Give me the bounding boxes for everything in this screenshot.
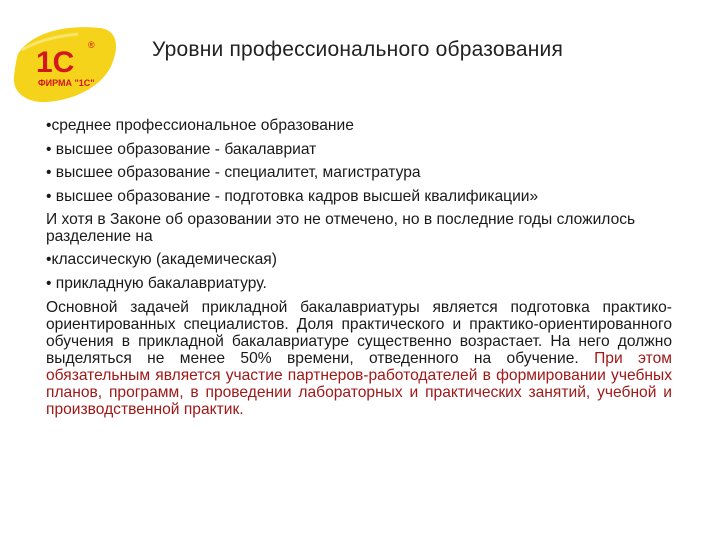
list-item: • высшее образование - бакалавриат [46,140,317,158]
note-text: И хотя в Законе об оразовании это не отмечено, но в последние годы сложилось разделение на [46,211,636,245]
slide-title: Уровни профессионального образования [152,38,564,61]
main-paragraph [46,299,672,418]
logo-mark: 1С [36,46,75,79]
paragraph-text: Основной задачей прикладной бакалавриатуры является подготовка практико-ориентированных специалистов. Доля практического и практико-ориентированного обучения в прикладной бакалавриатуре существенно возрастает. На него должно выделяться не менее 50% времени, отведенного на обучение. [46,299,672,367]
logo-registered: ® [88,40,95,50]
company-logo [8,14,126,114]
list-item: • прикладную бакалавриатуру. [46,274,267,292]
logo-caption: ФИРМА "1С" [38,78,95,88]
list-item: • высшее образование - специалитет, магистратура [46,164,421,181]
slide-body [46,114,672,418]
list-item: •среднее профессиональное образование [46,117,354,134]
list-item: • высшее образование - подготовка кадров высшей квалификации» [46,187,539,205]
list-item: •классическую (академическая) [46,251,277,268]
paragraph-highlight: При этом обязательным является участие партнеров-работодателей в формировании учебных планов, программ, в проведении лабораторных и практических занятий, учебной и производственной практик. [46,350,672,418]
